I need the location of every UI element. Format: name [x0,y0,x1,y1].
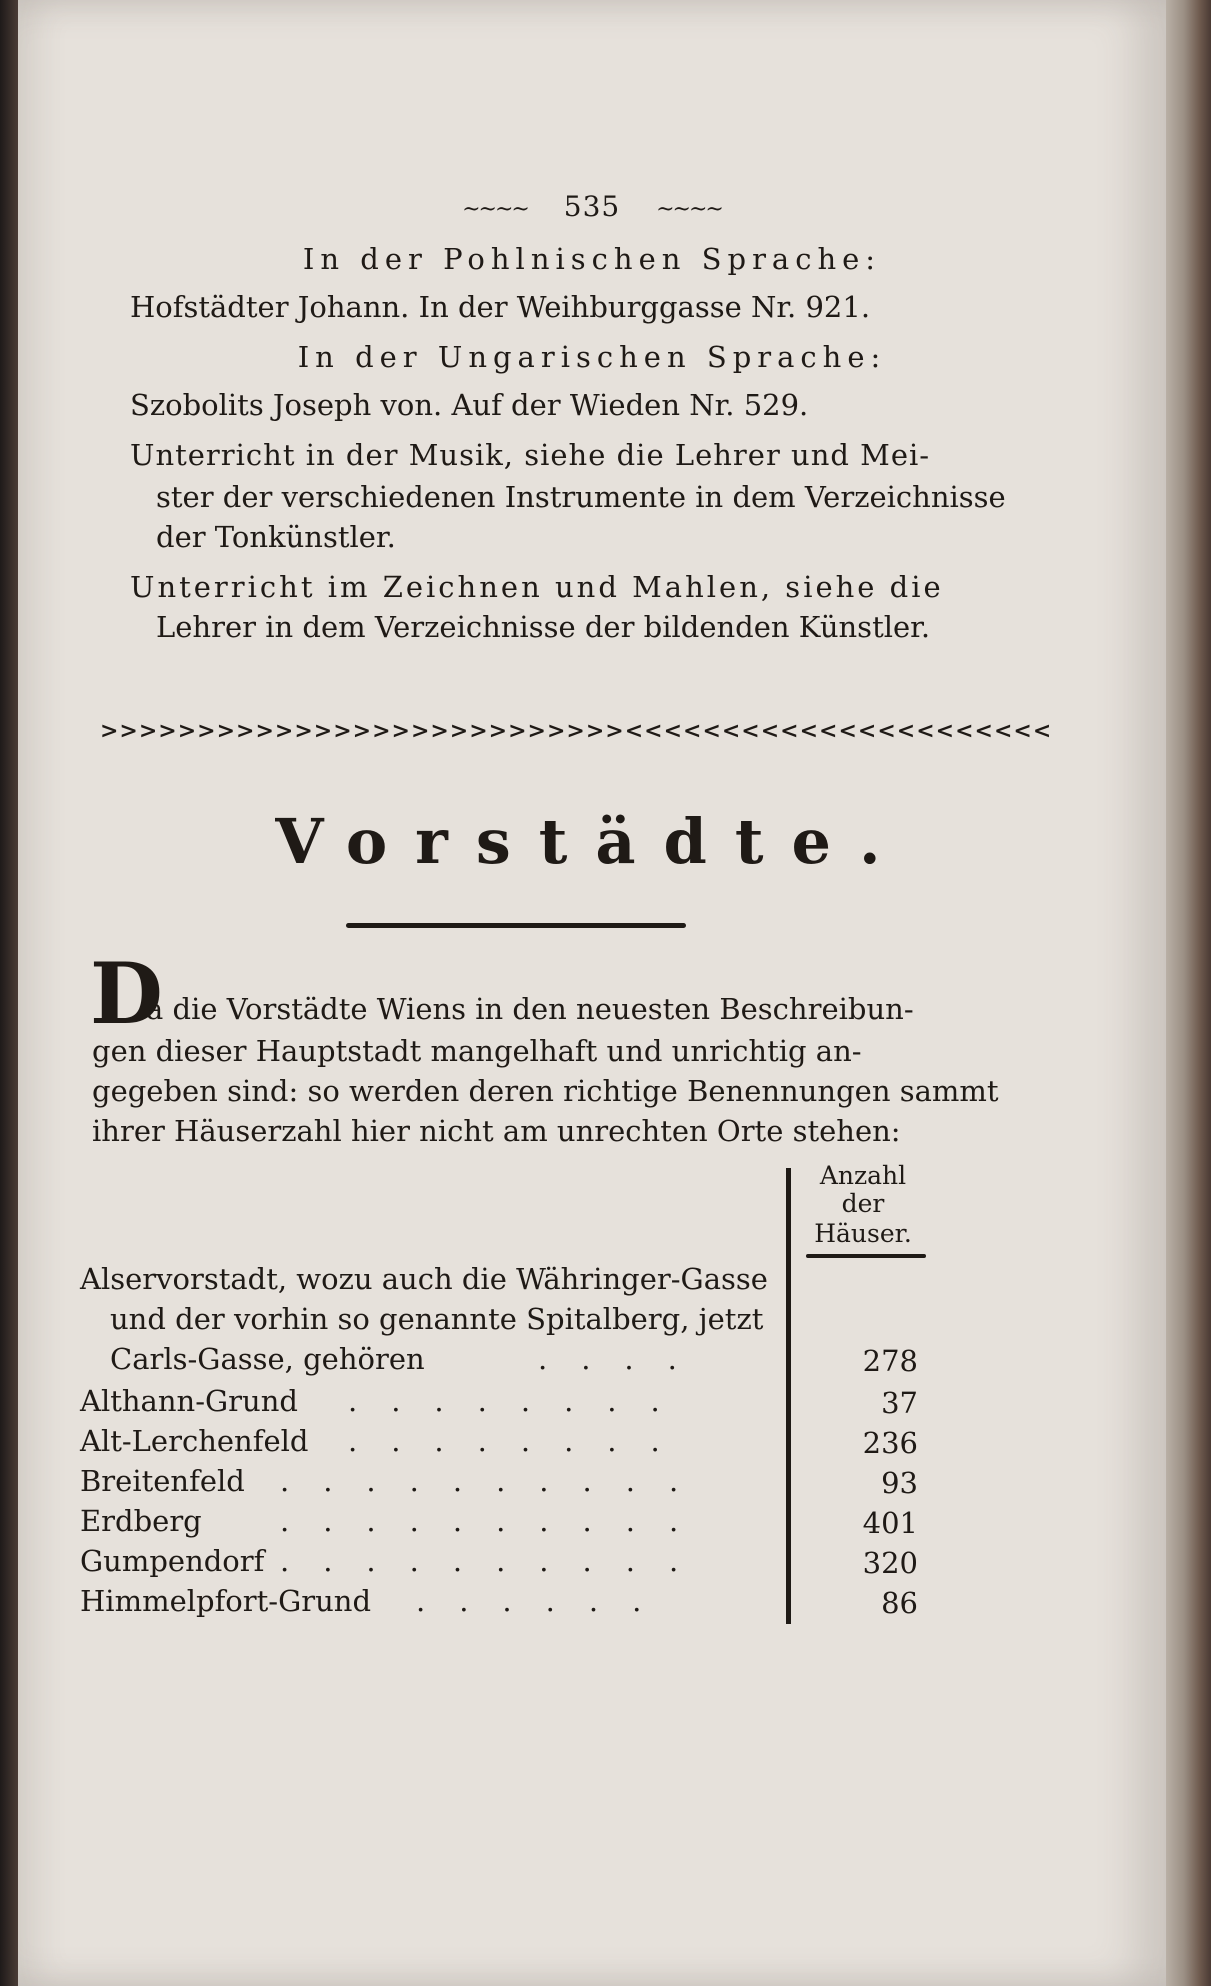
table-row-name: Erdberg [80,1504,202,1538]
book-page [18,0,1166,1986]
page-number: 535 [563,190,621,223]
table-row-name: Breitenfeld [80,1464,245,1498]
table-row-name: Himmelpfort-Grund [80,1584,372,1618]
column-header-line: Anzahl [819,1161,907,1190]
leader-dots: .......... [280,1464,713,1498]
text-line: ster der verschiedenen Instrumente in dem Verzeichnisse [156,480,1006,514]
intro-line: gen dieser Hauptstadt mangelhaft und unrichtig an- [92,1034,862,1068]
leader-dots: ........ [348,1384,694,1418]
page-edge-right [1166,0,1211,1986]
leader-dots: .... [538,1342,711,1376]
house-count: 86 [881,1586,918,1620]
heading-polish-language: In der Pohlnischen Sprache: [302,242,882,276]
text-line: der Tonkünstler. [156,520,396,554]
house-count: 37 [881,1386,918,1420]
leader-dots: ........ [348,1424,694,1458]
text-line: Unterricht in der Musik, siehe die Lehrer und Mei- [130,438,931,472]
leader-dots: .......... [280,1544,713,1578]
text-line: Lehrer in dem Verzeichnisse der bildenden Künstler. [156,610,931,644]
house-count: 93 [881,1466,918,1500]
column-divider [786,1168,791,1624]
section-title: Vorstädte. [275,805,909,878]
text-line: Hofstädter Johann. In der Weihburggasse Nr. 921. [130,290,871,324]
table-row-name: Althann-Grund [80,1384,298,1418]
house-count: 278 [862,1344,918,1378]
intro-line: a die Vorstädte Wiens in den neuesten Beschreibun- [146,992,914,1026]
table-entry-line: und der vorhin so genannte Spitalberg, jetzt [110,1302,764,1336]
table-entry-line: Alservorstadt, wozu auch die Währinger-Gasse [80,1262,768,1296]
book-spine-left [0,0,18,1986]
leader-dots: ...... [416,1584,676,1618]
drop-cap: D [90,944,163,1043]
intro-line: gegeben sind: so werden deren richtige Benennungen sammt [92,1074,999,1108]
table-entry-line: Carls-Gasse, gehören [110,1342,425,1376]
title-rule [346,923,686,928]
heading-hungarian-language: In der Ungarischen Sprache: [297,340,887,374]
table-row-name: Gumpendorf [80,1544,265,1578]
text-line: Unterricht im Zeichnen und Mahlen, siehe die [130,570,944,604]
page-header [18,190,1166,223]
ornament-right: ~~~~ [656,197,722,222]
leader-dots: .......... [280,1504,713,1538]
house-count: 320 [862,1546,918,1580]
column-header-rule [806,1254,926,1258]
column-header-line: Häuser. [814,1219,912,1248]
table-row-name: Alt-Lerchenfeld [80,1424,309,1458]
house-count: 236 [862,1426,918,1460]
ornamental-border: >>>>>>>>>>>>>>>>>>>>>>>>>>><<<<<<<<<<<<<<<<<<<<<< [100,718,1053,744]
ornament-left: ~~~~ [462,197,528,222]
column-header-line: der [841,1189,885,1218]
house-count: 401 [862,1506,918,1540]
intro-line: ihrer Häuserzahl hier nicht am unrechten Orte stehen: [92,1114,901,1148]
text-line: Szobolits Joseph von. Auf der Wieden Nr. 529. [130,388,809,422]
